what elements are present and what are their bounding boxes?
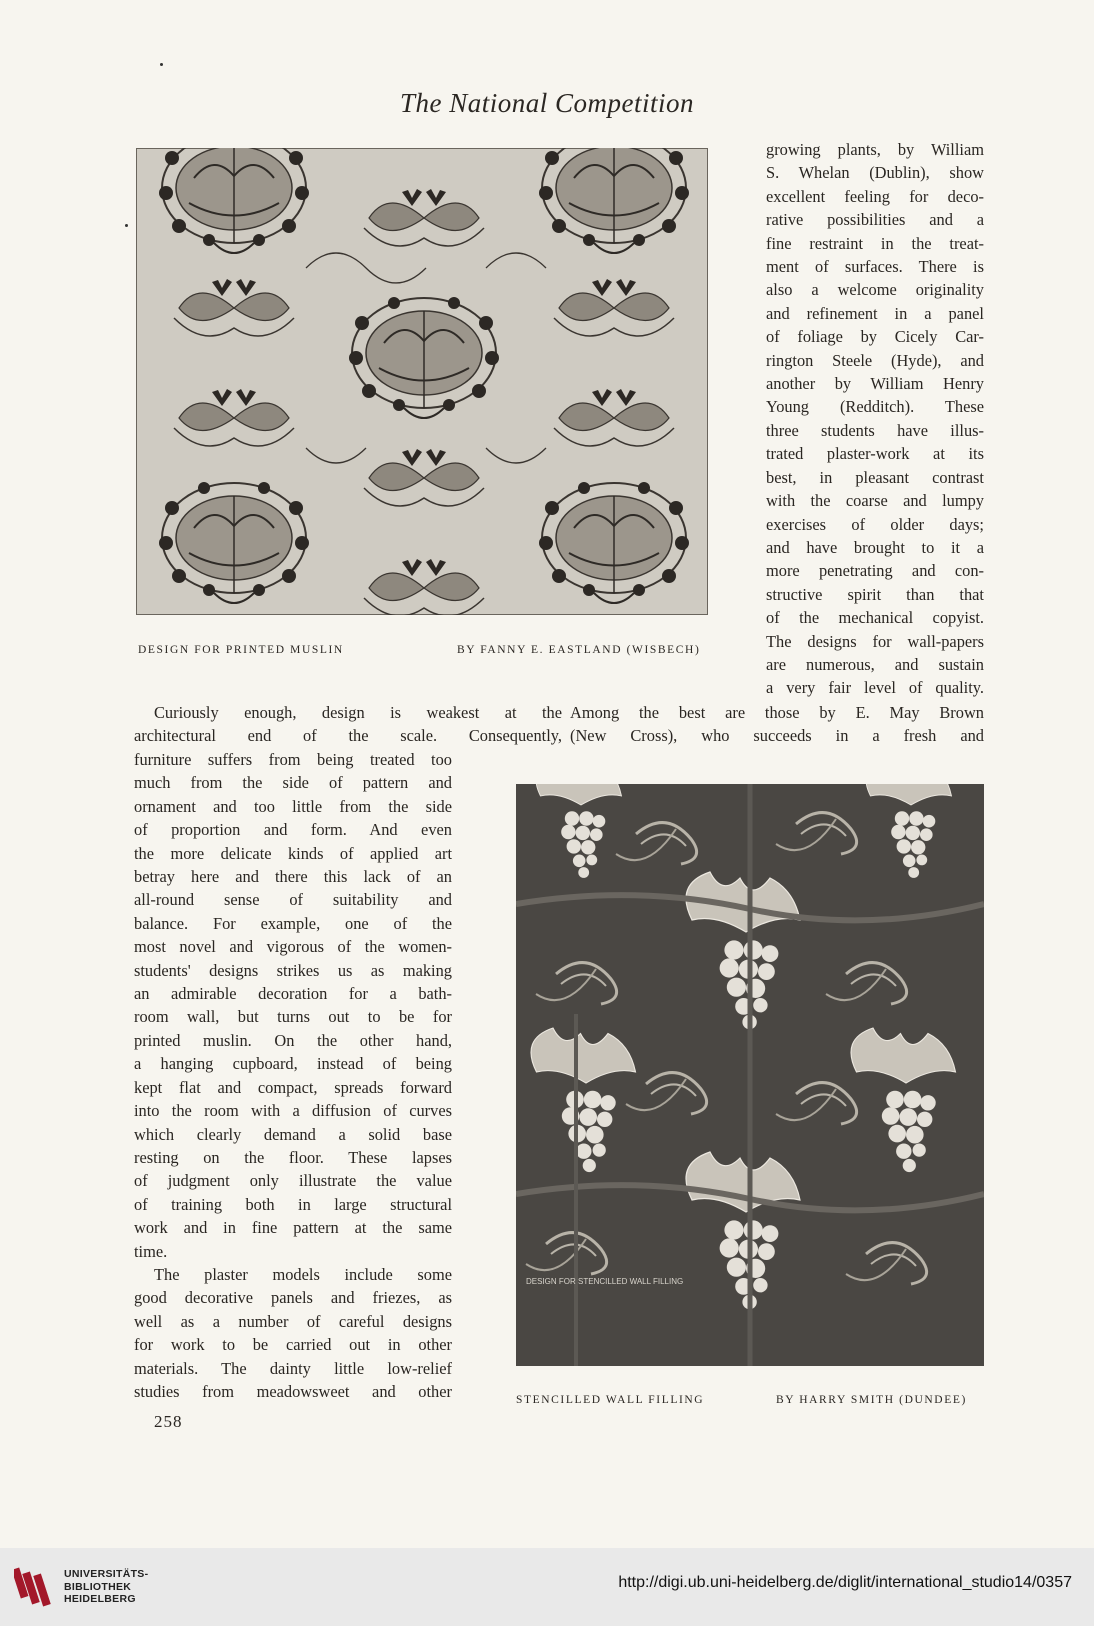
text-line: architectural end of the scale. Consequently,: [134, 726, 562, 746]
viewer-footer: [0, 1548, 1094, 1626]
muslin-caption-credit: BY FANNY E. EASTLAND (WISBECH): [457, 644, 701, 656]
library-name: [64, 1568, 148, 1606]
text-line: structive spirit than that: [766, 584, 984, 604]
wide-text-left: [134, 701, 562, 748]
text-line: The designs for wall-papers: [766, 631, 984, 651]
wall-caption-credit: BY HARRY SMITH (DUNDEE): [776, 1394, 967, 1406]
text-line: another by William Henry: [766, 374, 984, 394]
muslin-caption-title: DESIGN FOR PRINTED MUSLIN: [138, 644, 344, 656]
page-number: 258: [154, 1412, 183, 1431]
text-line: Curiously enough, design is weakest at the: [154, 703, 562, 722]
text-line: with the coarse and lumpy: [766, 491, 984, 511]
text-line: excellent feeling for deco-: [766, 186, 984, 206]
library-logo-icon: [14, 1564, 56, 1610]
running-header: The National Competition: [399, 88, 694, 118]
text-line: materials. The dainty little low-relief: [134, 1358, 452, 1378]
text-line: trated plaster-work at its: [766, 444, 984, 464]
text-line: of training both in large structural: [134, 1194, 452, 1214]
printed-muslin-image: [136, 148, 708, 615]
text-line: betray here and there this lack of an: [134, 867, 452, 887]
text-line: work and in fine pattern at the same: [134, 1218, 452, 1238]
wall-caption-title: STENCILLED WALL FILLING: [516, 1394, 705, 1406]
text-line: growing plants, by William: [766, 140, 984, 159]
text-line: studies from meadowsweet and other: [134, 1381, 452, 1401]
text-line: all-round sense of suitability and: [134, 890, 452, 910]
speck: [125, 224, 128, 227]
left-text-column: [134, 748, 452, 1403]
text-line: S. Whelan (Dublin), show: [766, 163, 984, 183]
text-line: much from the side of pattern and: [134, 773, 452, 793]
text-line: for work to be carried out in other: [134, 1335, 452, 1355]
text-line: Young (Redditch). These: [766, 397, 984, 417]
text-line: a very fair level of quality.: [766, 678, 984, 698]
speck: [160, 63, 163, 66]
text-line: students' designs strikes us as making: [134, 960, 452, 980]
stencilled-wall-filling-image: [516, 784, 984, 1366]
text-line: printed muslin. On the other hand,: [134, 1030, 452, 1050]
text-line: fine restraint in the treat-: [766, 233, 984, 253]
text-line: kept flat and compact, spreads forward: [134, 1077, 452, 1097]
library-name-line: HEIDELBERG: [64, 1593, 136, 1605]
source-url-link[interactable]: http://digi.ub.uni-heidelberg.de/diglit/international_studio14/0357: [618, 1574, 1072, 1591]
text-line: which clearly demand a solid base: [134, 1124, 452, 1144]
library-name-line: BIBLIOTHEK: [64, 1580, 132, 1593]
text-line: of foliage by Cicely Car-: [766, 327, 984, 347]
text-line: of proportion and form. And even: [134, 820, 452, 840]
text-line: room wall, but turns out to be for: [134, 1007, 452, 1027]
text-line: resting on the floor. These lapses: [134, 1147, 452, 1167]
library-name-line: UNIVERSITÄTS-: [64, 1568, 149, 1580]
text-line: are numerous, and sustain: [766, 654, 984, 674]
text-line: into the room with a diffusion of curves: [134, 1101, 452, 1121]
text-line: more penetrating and con-: [766, 561, 984, 581]
text-line: time.: [134, 1241, 168, 1261]
text-line: balance. For example, one of the: [134, 913, 452, 933]
text-line: exercises of older days;: [766, 514, 984, 534]
text-line: well as a number of careful designs: [134, 1311, 452, 1331]
text-line: ment of surfaces. There is: [766, 257, 984, 277]
right-text-column: [766, 138, 984, 700]
image-inscription: DESIGN FOR STENCILLED WALL FILLING: [526, 1277, 684, 1286]
text-line: Among the best are those by E. May Brown: [570, 703, 984, 722]
text-line: and have brought to it a: [766, 537, 984, 557]
text-line: a hanging cupboard, instead of being: [134, 1054, 452, 1074]
text-line: rington Steele (Hyde), and: [766, 350, 984, 370]
wide-text-right: [570, 701, 984, 748]
text-line: also a welcome originality: [766, 280, 984, 300]
text-line: best, in pleasant contrast: [766, 467, 984, 487]
text-line: of the mechanical copyist.: [766, 608, 984, 628]
text-line: of judgment only illustrate the value: [134, 1171, 452, 1191]
text-line: and refinement in a panel: [766, 303, 984, 323]
text-line: furniture suffers from being treated too: [134, 750, 452, 769]
text-line: an admirable decoration for a bath-: [134, 984, 452, 1004]
text-line: (New Cross), who succeeds in a fresh and: [570, 726, 984, 746]
text-line: most novel and vigorous of the women-: [134, 937, 452, 957]
text-line: ornament and too little from the side: [134, 796, 452, 816]
text-line: the more delicate kinds of applied art: [134, 843, 452, 863]
text-line: rative possibilities and a: [766, 210, 984, 230]
text-line: The plaster models include some: [154, 1264, 452, 1284]
text-line: three students have illus-: [766, 420, 984, 440]
text-line: good decorative panels and friezes, as: [134, 1288, 452, 1308]
